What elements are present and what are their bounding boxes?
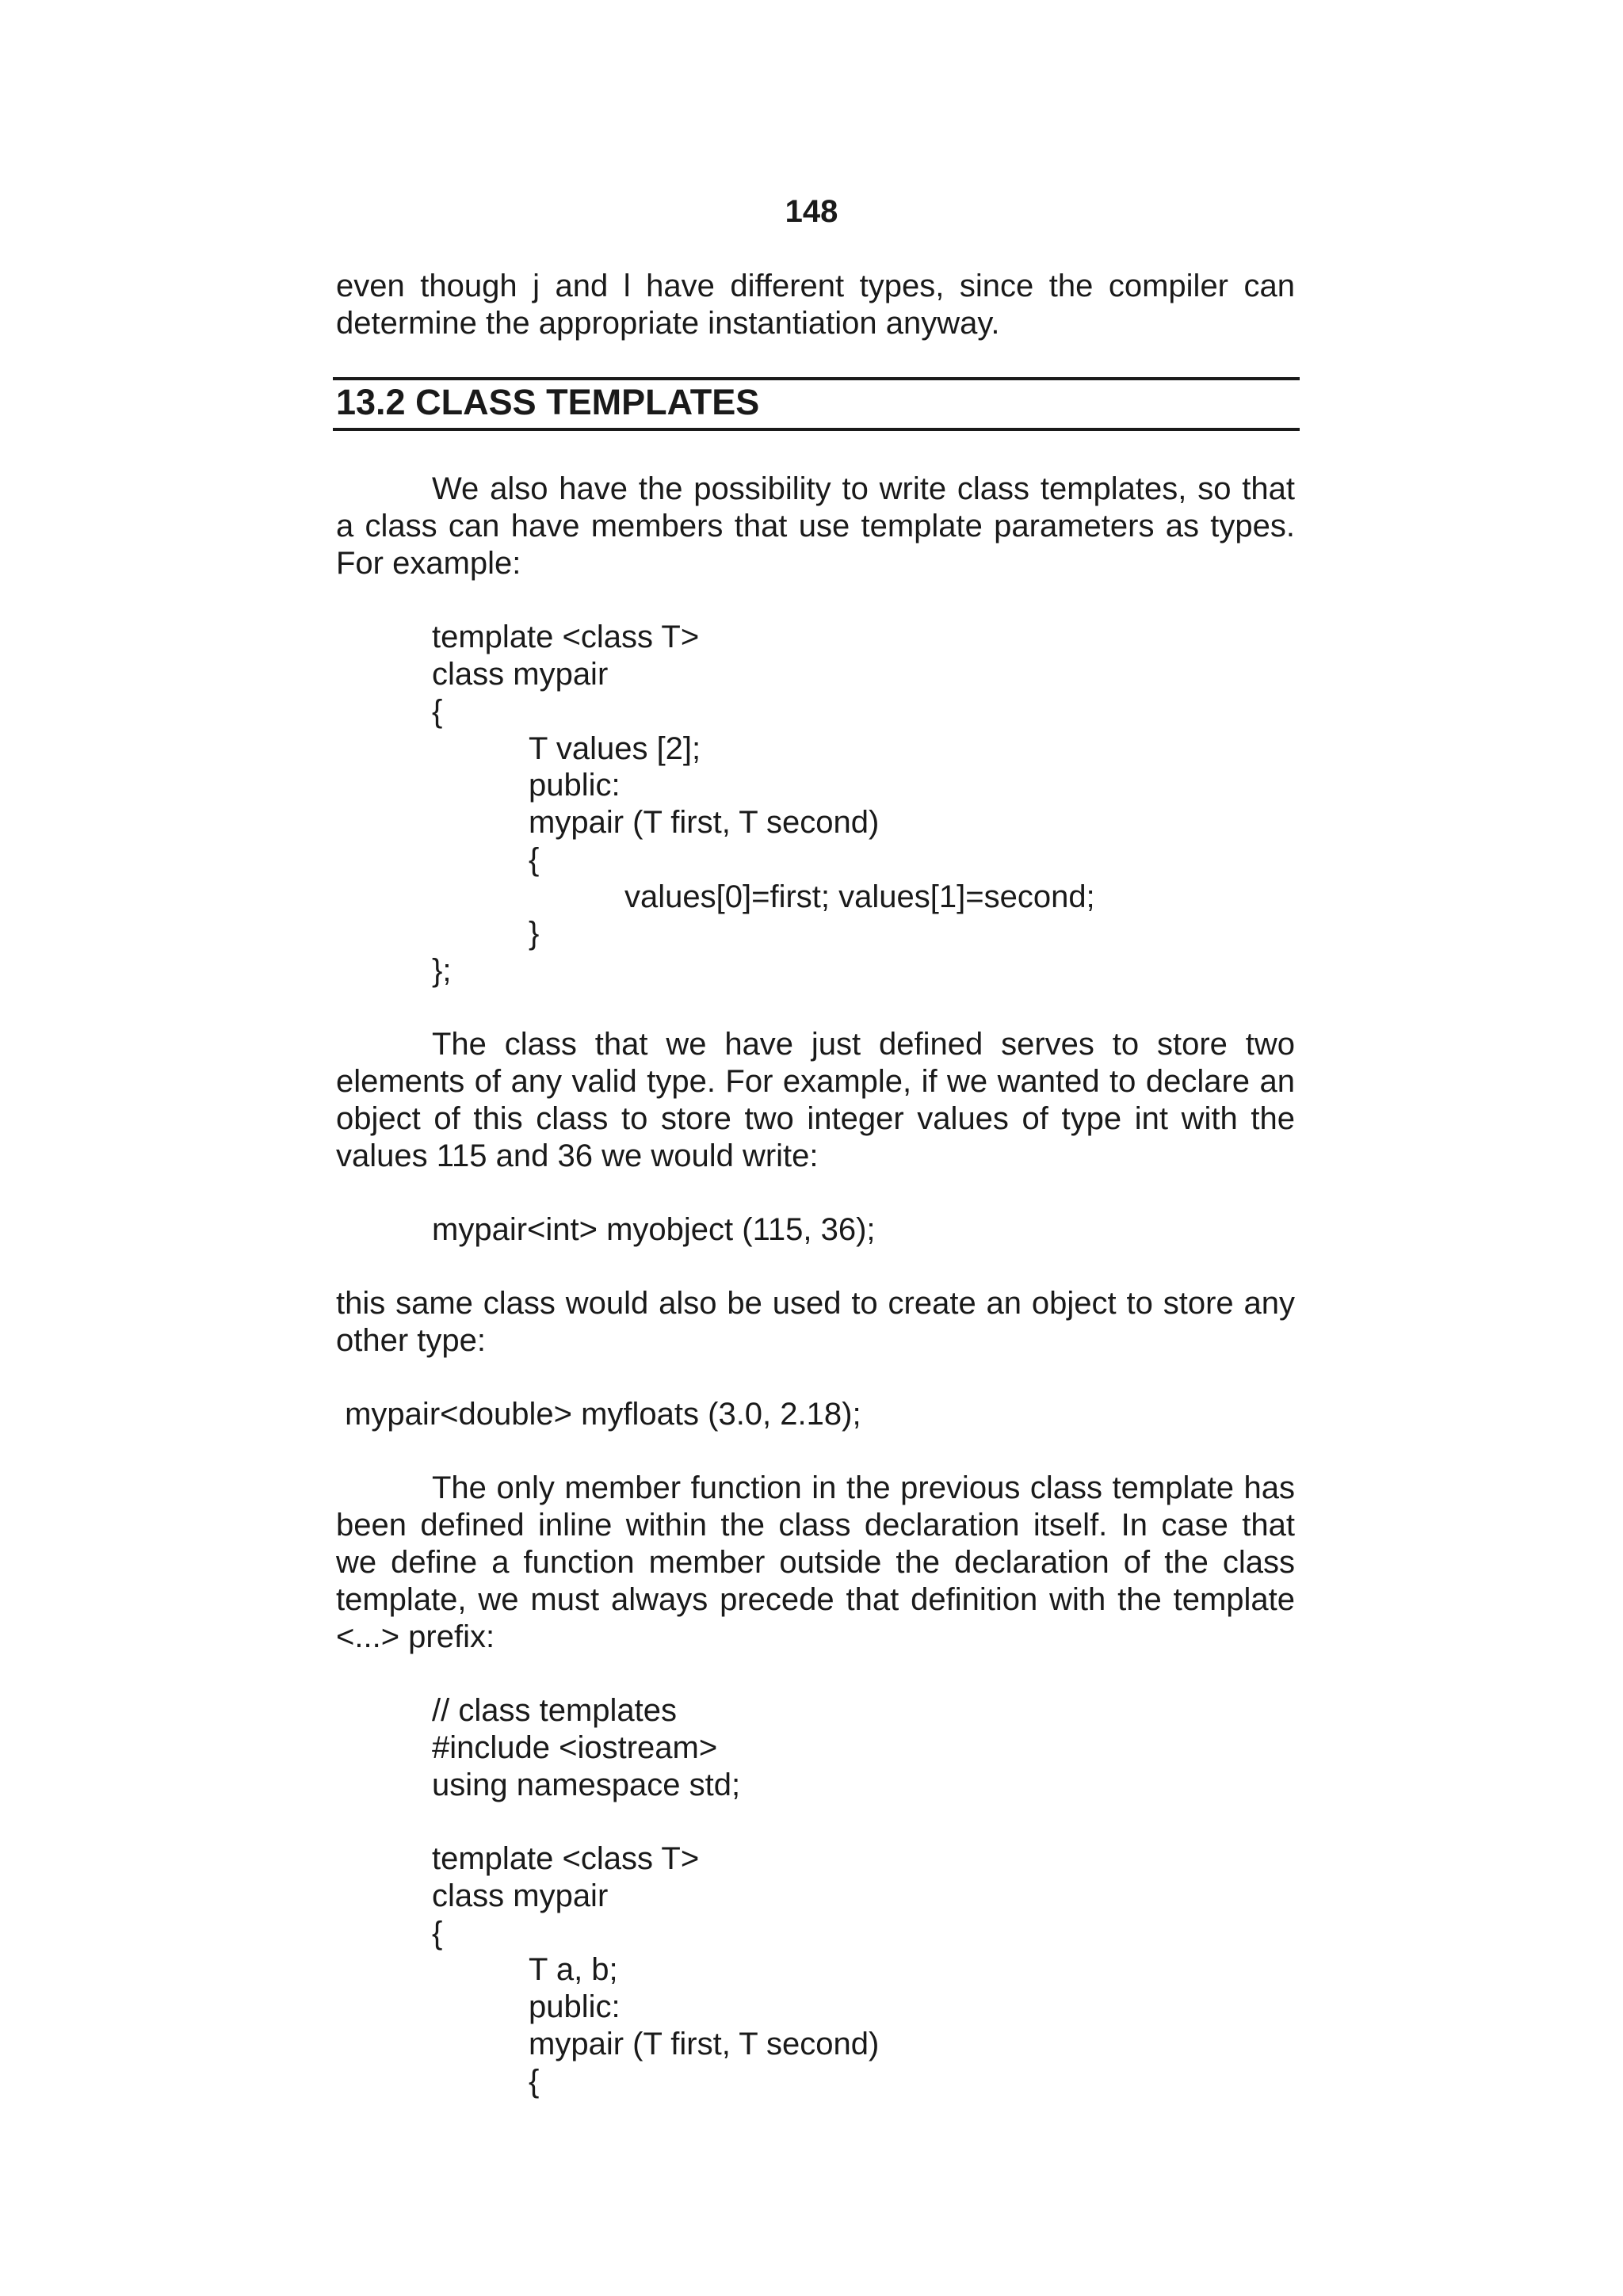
heading-bottom-rule <box>333 428 1300 431</box>
para2-line-2: elements of any valid type. For example, if we wanted to declare an <box>336 1064 1295 1099</box>
code4-line-8: public: <box>529 1989 621 2024</box>
page-number: 148 <box>785 194 838 229</box>
intro-line-1: even though j and l have different types, since the compiler can <box>336 269 1295 303</box>
code4-line-5: class mypair <box>432 1878 609 1913</box>
code2-line: mypair<int> myobject (115, 36); <box>432 1212 876 1247</box>
code1-line-1: template <class T> <box>432 620 700 654</box>
code1-line-5: public: <box>529 768 621 803</box>
code1-line-7: { <box>529 842 540 877</box>
intro-line-2: determine the appropriate instantiation anyway. <box>336 306 1000 341</box>
para4-line-2: been defined inline within the class declaration itself. In case that <box>336 1508 1295 1543</box>
code4-line-10: { <box>529 2064 540 2099</box>
section-heading: 13.2 CLASS TEMPLATES <box>336 382 760 422</box>
code4-line-1: // class templates <box>432 1693 678 1728</box>
code4-line-3: using namespace std; <box>432 1768 741 1802</box>
code4-line-9: mypair (T first, T second) <box>529 2027 880 2061</box>
para4-line-4: template, we must always precede that definition with the template <box>336 1582 1295 1617</box>
para3-line-2: other type: <box>336 1323 487 1358</box>
code1-line-6: mypair (T first, T second) <box>529 805 880 840</box>
para1-line-3: For example: <box>336 546 521 581</box>
para4-line-3: we define a function member outside the declaration of the class <box>336 1545 1295 1580</box>
code3-line: mypair<double> myfloats (3.0, 2.18); <box>336 1397 861 1432</box>
para4-line-1: The only member function in the previous class template has <box>432 1470 1295 1505</box>
para2-line-3: object of this class to store two integer values of type int with the <box>336 1101 1295 1136</box>
code4-line-4: template <class T> <box>432 1841 700 1876</box>
code1-line-10: }; <box>432 953 452 988</box>
code1-line-4: T values [2]; <box>529 731 701 766</box>
code1-line-8: values[0]=first; values[1]=second; <box>624 879 1095 914</box>
para4-line-5: <...> prefix: <box>336 1619 495 1654</box>
code1-line-2: class mypair <box>432 657 609 692</box>
para2-line-4: values 115 and 36 we would write: <box>336 1138 819 1173</box>
code4-line-6: { <box>432 1916 443 1951</box>
para1-line-2: a class can have members that use template parameters as types. <box>336 509 1295 543</box>
para2-line-1: The class that we have just defined serves to store two <box>432 1027 1295 1062</box>
code4-line-2: #include <iostream> <box>432 1730 718 1765</box>
code4-line-7: T a, b; <box>529 1952 618 1987</box>
code1-line-3: { <box>432 694 443 729</box>
para3-line-1: this same class would also be used to create an object to store any <box>336 1286 1295 1321</box>
code1-line-9: } <box>529 916 540 951</box>
para1-line-1: We also have the possibility to write class templates, so that <box>432 471 1295 506</box>
